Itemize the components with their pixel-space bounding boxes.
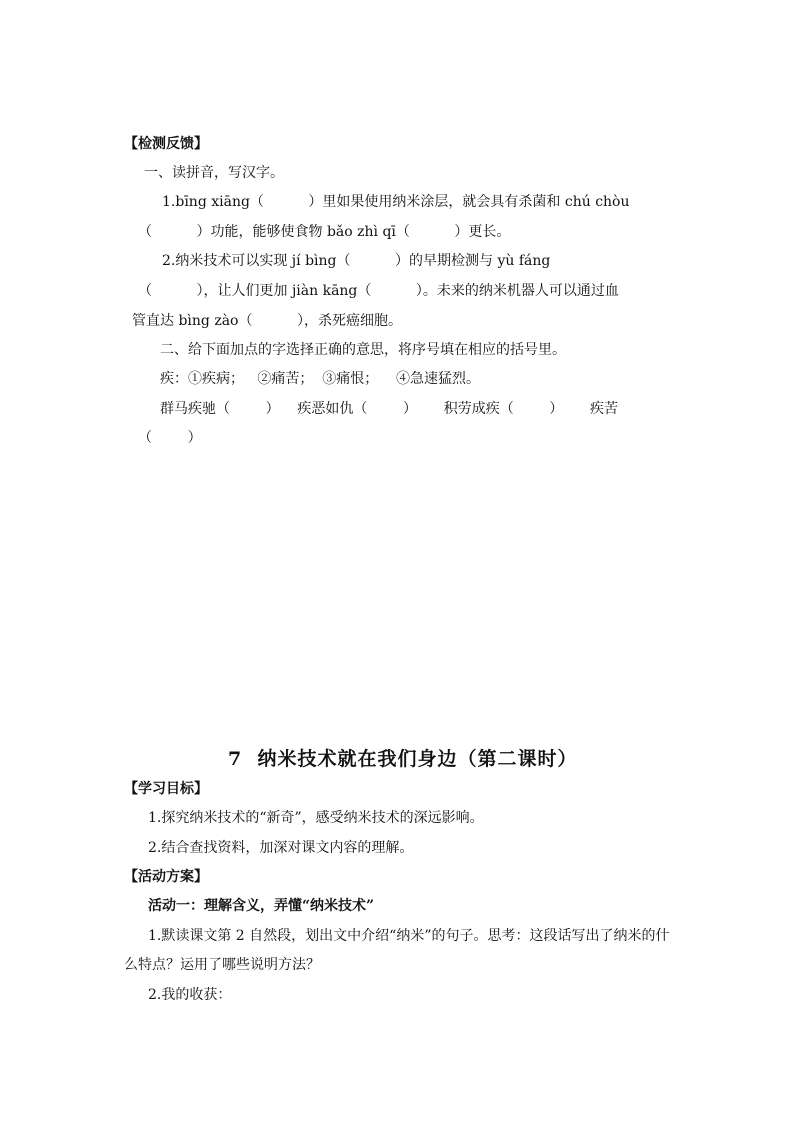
question-1-title: 一、读拼音，写汉字。: [144, 165, 284, 181]
goal-1: 1.探究纳米技术的“新奇”，感受纳米技术的深远影响。: [148, 810, 484, 826]
lesson-title: 7 纳米技术就在我们身边（第二课时）: [228, 748, 578, 770]
goals-heading: 【学习目标】: [124, 781, 208, 797]
question-2-title: 二、给下面加点的字选择正确的意思，将序号填在相应的括号里。: [160, 342, 566, 358]
question-1-line-2: （ ）功能，能够使食物 bǎo zhì qī（ ）更长。: [138, 224, 511, 240]
question-1-line-4: （ ），让人们更加 jiàn kāng（ ）。未来的纳米机器人可以通过血: [138, 283, 619, 299]
activity-1-item-2: 2.我的收获：: [148, 987, 232, 1003]
feedback-heading: 【检测反馈】: [124, 136, 208, 152]
question-1-line-5: 管直达 bìng zào（ ），杀死癌细胞。: [132, 313, 402, 329]
activity-1-item-1-line-2: 么特点？运用了哪些说明方法？: [124, 957, 320, 973]
question-2-words: 群马疾驰（ ） 疾恶如仇（ ） 积劳成疾（ ） 疾苦: [160, 401, 619, 417]
question-2-last-blank: （ ）: [138, 430, 202, 446]
activity-1-title: 活动一：理解含义，弄懂“纳米技术”: [148, 898, 375, 914]
activity-1-item-1-line-1: 1.默读课文第 2 自然段，划出文中介绍“纳米”的句子。思考：这段话写出了纳米的什: [148, 928, 670, 944]
question-1-line-3: 2.纳米技术可以实现 jí bìng（ ）的早期检测与 yù fáng: [162, 253, 551, 269]
plan-heading: 【活动方案】: [124, 869, 208, 885]
question-1-line-1: 1.bīng xiāng（ ）里如果使用纳米涂层，就会具有杀菌和 chú chòu: [162, 194, 630, 210]
question-2-meanings: 疾：①疾病； ②痛苦； ③痛恨； ④急速猛烈。: [160, 371, 481, 387]
goal-2: 2.结合查找资料，加深对课文内容的理解。: [148, 840, 414, 856]
